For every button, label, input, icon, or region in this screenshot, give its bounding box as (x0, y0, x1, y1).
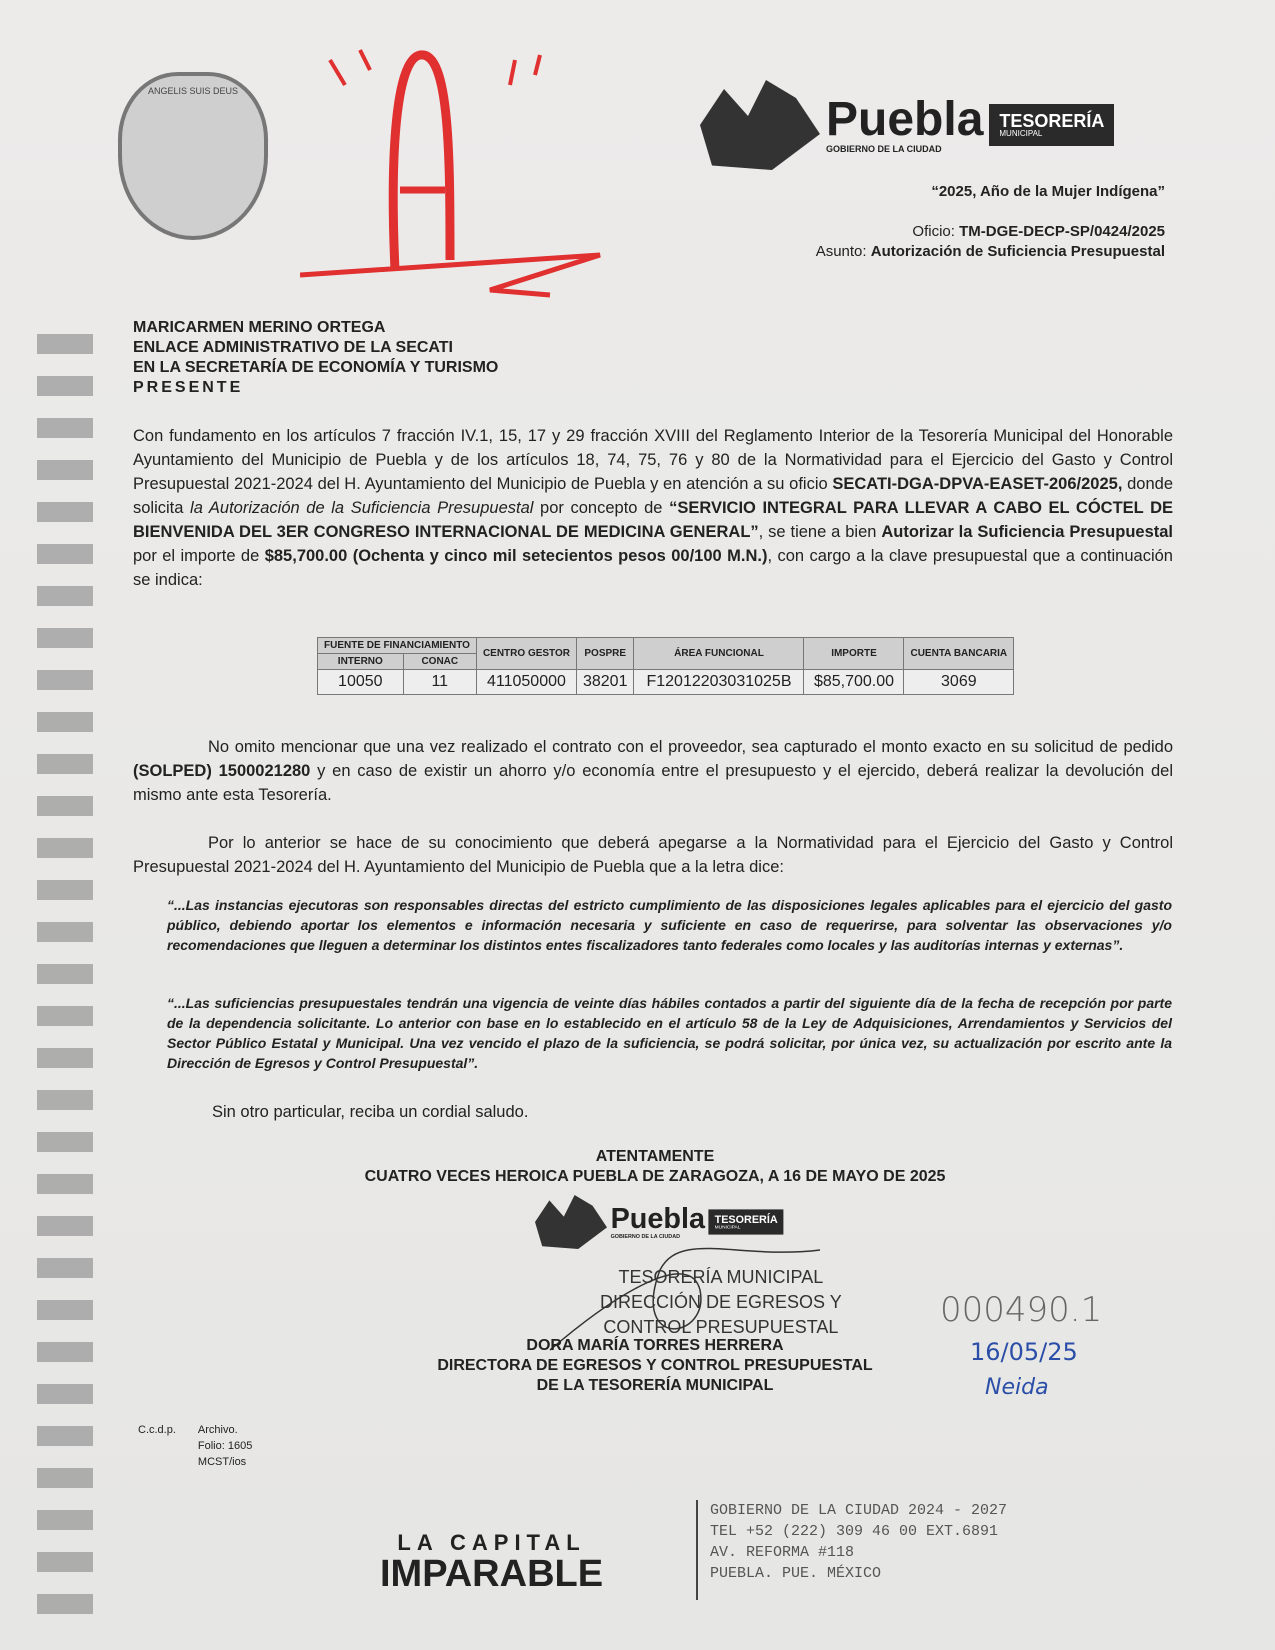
text: , se tiene a bien (758, 523, 882, 541)
stamp-line: DIRECCIÓN DE EGRESOS Y (600, 1292, 842, 1312)
imparable-line: IMPARABLE (380, 1553, 604, 1595)
table-row (318, 670, 1014, 695)
header-fuente: FUENTE DE FINANCIAMIENTO (318, 638, 477, 654)
presente: PRESENTE (133, 379, 244, 396)
asunto: Autorización de Suficiencia Presupuestal (870, 243, 1165, 260)
capital-line: LA CAPITAL (397, 1530, 586, 1555)
cell: 3069 (904, 670, 1014, 695)
city-seal (118, 72, 268, 240)
logo-sub: GOBIERNO DE LA CIUDAD (610, 1233, 681, 1240)
header-interno: INTERNO (318, 654, 404, 670)
text: , con cargo a la clave presupuestal que a continuación se indica: (133, 547, 1173, 589)
text: por el importe de (133, 547, 265, 565)
cell: 411050000 (476, 670, 576, 695)
header-cuenta: CUENTA BANCARIA (904, 638, 1014, 670)
oficio-block (816, 222, 1165, 262)
footer-address: AV. REFORMA #118 (710, 1544, 855, 1561)
cell: $85,700.00 (804, 670, 904, 695)
logo-word: Puebla (610, 1202, 706, 1235)
text: la Autorización de la Suficiencia Presupuestal (190, 499, 534, 517)
text: y en caso de existir un ahorro y/o economía entre el presupuesto y el ejercido, deberá realizar la devolución del mismo ante esta Tesorería. (133, 762, 1174, 804)
solped: (SOLPED) 1500021280 (133, 762, 311, 780)
oficio-number: TM-DGE-DECP-SP/0424/2025 (959, 223, 1165, 240)
reference-oficio: SECATI-DGA-DPVA-EASET-206/2025, (832, 475, 1123, 493)
header-area: ÁREA FUNCIONAL (634, 638, 804, 670)
text: Autorizar la Suficiencia Presupuestal (881, 523, 1174, 541)
cell: F12012203031025B (634, 670, 804, 695)
cell: 10050 (318, 670, 404, 695)
footer-city: PUEBLA. PUE. MÉXICO (710, 1565, 882, 1582)
stamp-line: TESORERÍA MUNICIPAL (618, 1267, 824, 1287)
signer-title: DIRECTORA DE EGRESOS Y CONTROL PRESUPUESTAL (437, 1357, 873, 1374)
signer-dept: DE LA TESORERÍA MUNICIPAL (536, 1377, 774, 1394)
text: donde solicita (133, 475, 1173, 517)
text: Con fundamento en los artículos 7 fracción IV.1, 15, 17 y 29 fracción XVIII del Reglamento Interior de la Tesorería Municipal del Honorable Ayuntamiento del Municipio de Puebla y de los artículos 18, 74, 75, 76 y 80 de la Normatividad para el Ejercicio del Gasto y Control Presupuestal 2021-2024 del H. Ayuntamiento del Municipio de Puebla y en atención a su oficio (133, 427, 1173, 493)
cell: 11 (403, 670, 476, 695)
concept: “SERVICIO INTEGRAL PARA LLEVAR A CABO EL CÓCTEL DE BIENVENIDA DEL 3ER CONGRESO INTERNACIONAL DE MEDICINA GENERAL” (133, 499, 1173, 541)
oficio-label: Oficio: (912, 223, 955, 240)
addressee (133, 318, 498, 398)
logo-tesoreria: TESORERÍA (714, 1213, 778, 1226)
quote-1: “...Las instancias ejecutoras son responsables directas del estricto cumplimiento de las disposiciones legales aplicables para el ejercicio del gasto público, debiendo aportar los elementos e información necesaria y suficiente en caso de requerirse, para solventar las observaciones y/o recomendaciones que lleguen a determinar los distintos entes fiscalizadores tanto federales como locales y las auditorías internas y externas”. (167, 897, 1172, 953)
logo-tesoreria: TESORERÍA (999, 111, 1105, 131)
budget-table (317, 637, 1014, 695)
paragraph-1 (133, 424, 1173, 592)
footer-contact (696, 1500, 1007, 1600)
ccdp-line: MCST/ios (197, 1456, 247, 1468)
addressee-role: ENLACE ADMINISTRATIVO DE LA SECATI (133, 339, 453, 356)
ccdp-label: C.c.d.p. (138, 1424, 176, 1436)
footer-phone: TEL +52 (222) 309 46 00 EXT.6891 (710, 1523, 999, 1540)
text: por concepto de (533, 499, 670, 517)
logo-municipal: MUNICIPAL (999, 129, 1043, 138)
addressee-dept: EN LA SECRETARÍA DE ECONOMÍA Y TURISMO (133, 359, 499, 376)
header-importe: IMPORTE (804, 638, 904, 670)
atentamente: ATENTAMENTE (595, 1148, 715, 1165)
year-motto: “2025, Año de la Mujer Indígena” (931, 183, 1165, 200)
logo-municipal: MUNICIPAL (714, 1224, 741, 1230)
ccdp-block (138, 1422, 252, 1470)
ccdp-line: Archivo. (197, 1424, 238, 1436)
header-conac: CONAC (403, 654, 476, 670)
paragraph-2 (133, 735, 1173, 807)
footer-line: GOBIERNO DE LA CIUDAD 2024 - 2027 (710, 1502, 1008, 1519)
puebla-tesoreria-logo (700, 80, 1114, 170)
logo-word: Puebla (826, 93, 984, 146)
decorative-border (30, 320, 100, 1620)
place-date: CUATRO VECES HEROICA PUEBLA DE ZARAGOZA, A 16 DE MAYO DE 2025 (364, 1168, 946, 1185)
signer-name: DORA MARÍA TORRES HERRERA (526, 1337, 784, 1354)
logo-sub: GOBIERNO DE LA CIUDAD (826, 144, 942, 154)
handwritten-name: Neida (985, 1375, 1049, 1400)
closing: Sin otro particular, reciba un cordial saludo. (212, 1103, 529, 1121)
addressee-name: MARICARMEN MERINO ORTEGA (133, 319, 386, 336)
folio-stamp: 000490.1 (940, 1290, 1103, 1330)
asunto-label: Asunto: (815, 243, 867, 260)
la-capital-imparable-logo (380, 1530, 604, 1595)
amount: $85,700.00 (Ochenta y cinco mil setecientos pesos 00/100 M.N.) (264, 547, 768, 565)
cell: 38201 (576, 670, 634, 695)
logo-art (700, 80, 820, 170)
handwritten-red-mark (300, 40, 620, 310)
stamp-line: CONTROL PRESUPUESTAL (603, 1317, 839, 1337)
ccdp-line: Folio: 1605 (197, 1440, 253, 1452)
header-pospre: POSPRE (576, 638, 634, 670)
text: No omito mencionar que una vez realizado el contrato con el proveedor, sea capturado el monto exacto en su solicitud de pedido (208, 738, 1173, 756)
quote-2: “...Las suficiencias presupuestales tendrán una vigencia de veinte días hábiles contados a partir del siguiente día de la fecha de recepción por parte de la dependencia solicitante. Lo anterior con base en lo establecido en el artículo 58 de la Ley de Adquisiciones, Arrendamientos y Servicios del Sector Público Estatal y Municipal. Una vez vencido el plazo de la suficiencia, se podrá solicitar, por única vez, su actualización por escrito ante la Dirección de Egresos y Control Presupuestal”. (167, 995, 1172, 1071)
handwritten-date: 16/05/25 (970, 1338, 1078, 1366)
seal-text: ANGELIS SUIS DEUS (147, 86, 239, 96)
header-centro: CENTRO GESTOR (476, 638, 576, 670)
paragraph-3: Por lo anterior se hace de su conocimiento que deberá apegarse a la Normatividad para el Ejercicio del Gasto y Control Presupuestal 2021-2024 del H. Ayuntamiento del Municipio de Puebla que a la letra dice: (133, 834, 1173, 876)
